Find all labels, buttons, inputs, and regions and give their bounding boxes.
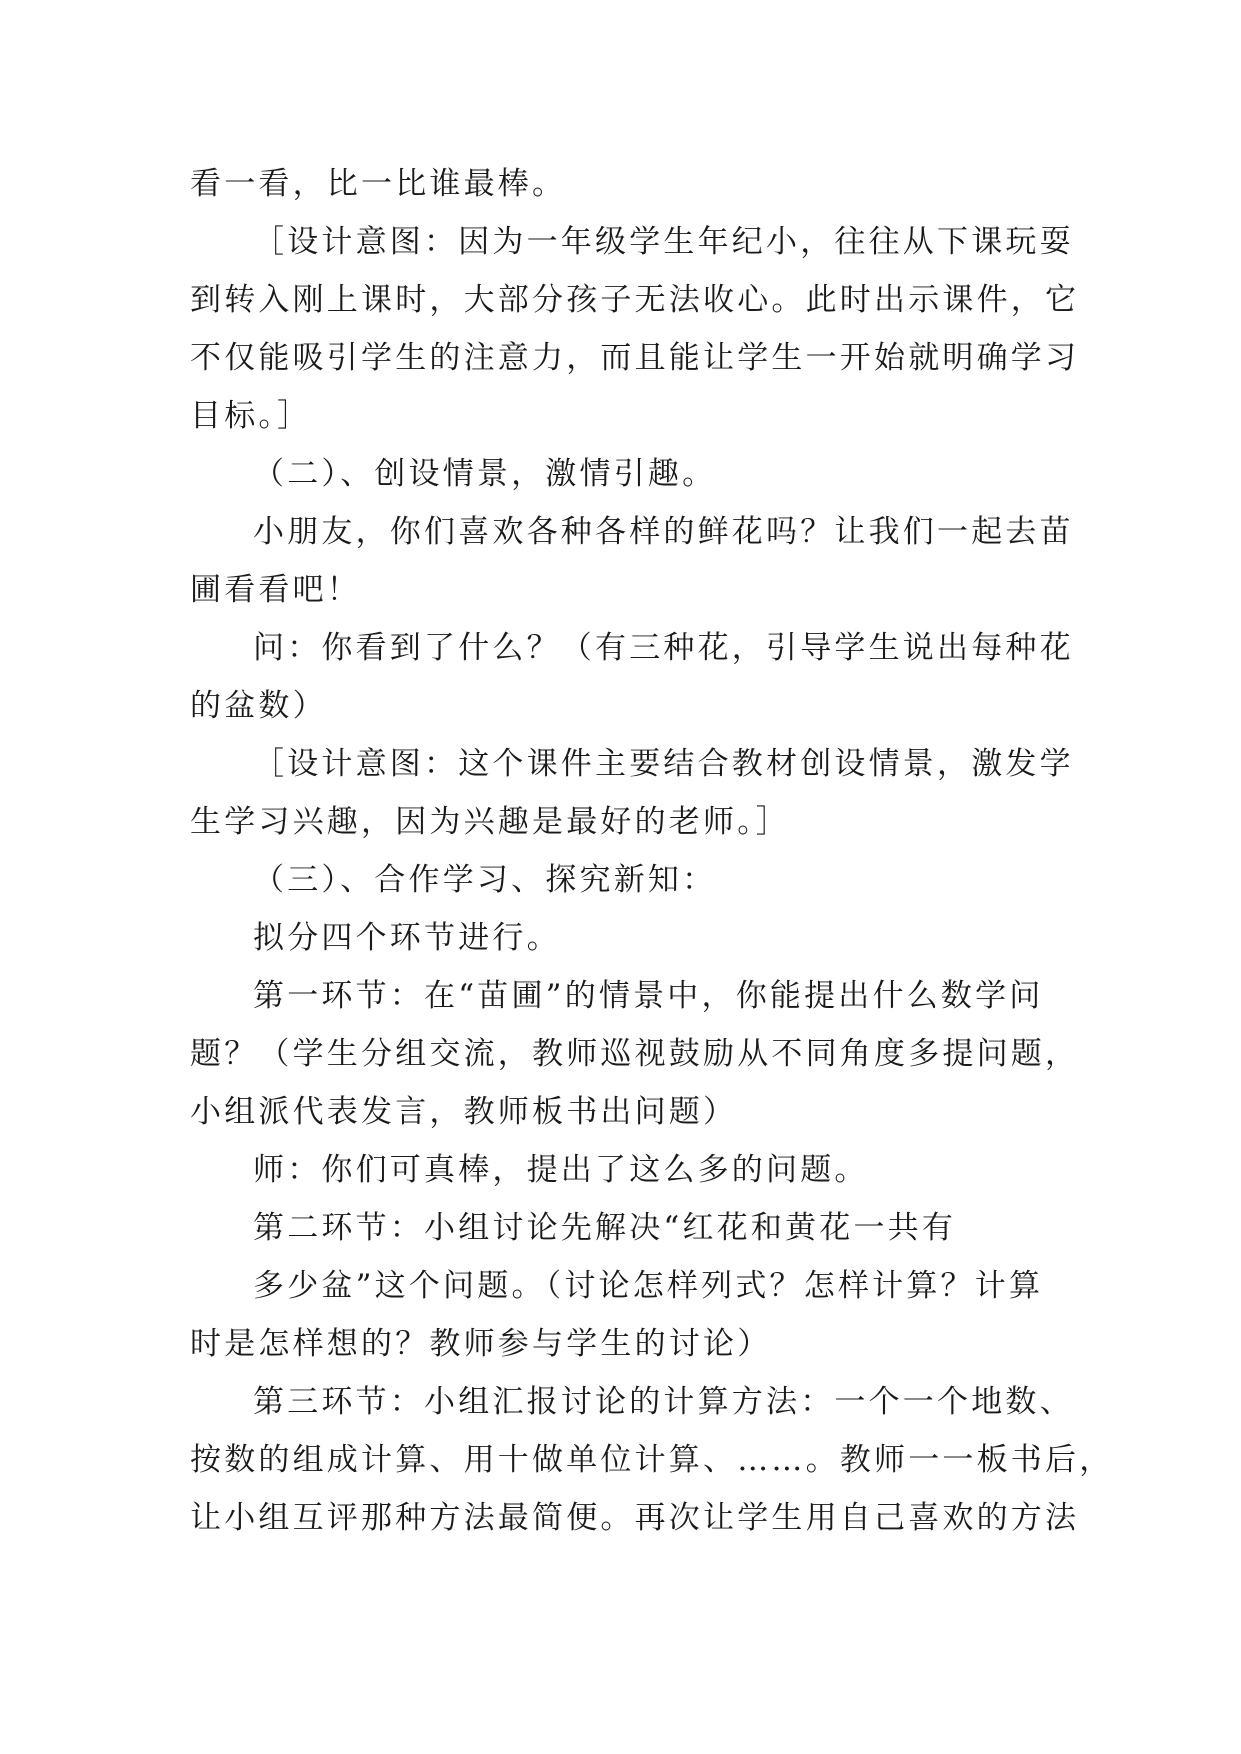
text-line: 第一环节：在“苗圃”的情景中，你能提出什么数学问 (253, 978, 1044, 1014)
text-line: 第三环节：小组汇报讨论的计算方法：一个一个地数、 (253, 1384, 1074, 1420)
text-line: 小组派代表发言，教师板书出问题） (190, 1094, 738, 1130)
text-line: 拟分四个环节进行。 (253, 920, 561, 956)
text-line: 生学习兴趣，因为兴趣是最好的老师。］ (190, 804, 791, 840)
text-line: 按数的组成计算、用十做单位计算、……。教师一一板书后， (190, 1442, 1114, 1478)
text-line: 问：你看到了什么？（有三种花，引导学生说出每种花 (253, 630, 1074, 666)
text-line: 不仅能吸引学生的注意力，而且能让学生一开始就明确学习 (190, 340, 1080, 376)
text-line: 的盆数） (190, 688, 327, 724)
section-heading: （三）、合作学习、探究新知： (253, 862, 717, 898)
text-line: 圃看看吧！ (190, 572, 361, 608)
text-line: 看一看，比一比谁最棒。 (190, 166, 567, 202)
text-line: 师：你们可真棒，提出了这么多的问题。 (253, 1152, 869, 1188)
text-line: 多少盆”这个问题。（讨论怎样列式？怎样计算？计算 (253, 1268, 1044, 1304)
text-line: 题？（学生分组交流，教师巡视鼓励从不同角度多提问题， (190, 1036, 1080, 1072)
text-line: ［设计意图：因为一年级学生年纪小，往往从下课玩耍 (253, 224, 1074, 260)
text-line: 小朋友，你们喜欢各种各样的鲜花吗？让我们一起去苗 (253, 514, 1074, 550)
text-line: ［设计意图：这个课件主要结合教材创设情景，激发学 (253, 746, 1074, 782)
text-line: 到转入刚上课时，大部分孩子无法收心。此时出示课件，它 (190, 282, 1080, 318)
section-heading: （二）、创设情景，激情引趣。 (253, 456, 717, 492)
text-line: 时是怎样想的？教师参与学生的讨论） (190, 1326, 772, 1362)
text-line: 第二环节：小组讨论先解决“红花和黄花一共有 (253, 1210, 957, 1246)
text-line: 目标。］ (190, 398, 312, 434)
text-line: 让小组互评那种方法最简便。再次让学生用自己喜欢的方法 (190, 1500, 1080, 1536)
